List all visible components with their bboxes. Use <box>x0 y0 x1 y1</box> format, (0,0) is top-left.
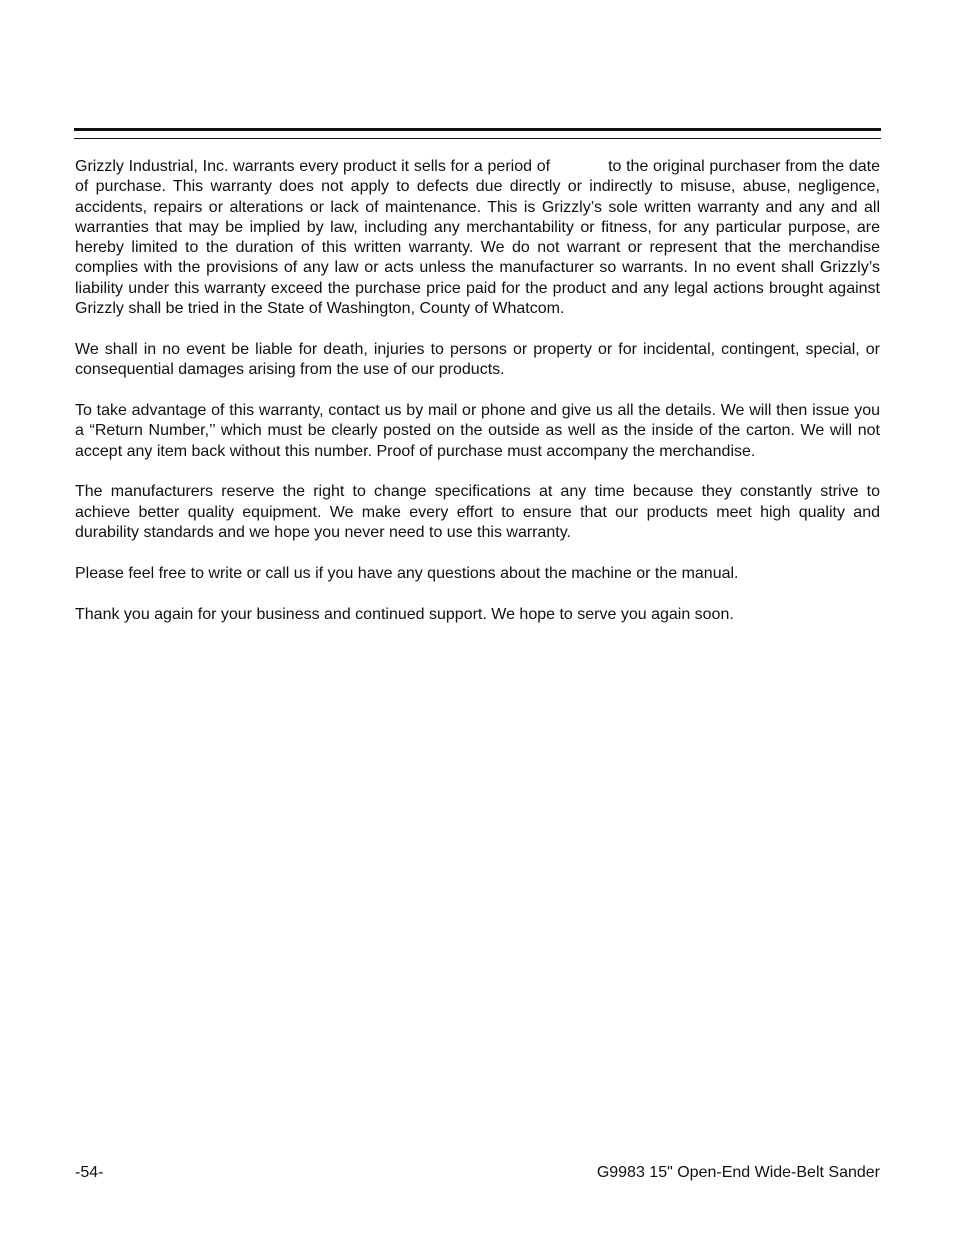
warranty-paragraph-liability: We shall in no event be liable for death, injuries to persons or property or for incidental, contingent, special, or consequential damages arising from the use of our products. <box>75 340 880 379</box>
warranty-body <box>75 157 880 645</box>
warranty-paragraph-terms <box>75 157 880 319</box>
warranty-paragraph-specifications: The manufacturers reserve the right to change specifications at any time because they constantly strive to achieve better quality equipment. We make every effort to ensure that our products meet high quality and durability standards and we hope you never need to use this warranty. <box>75 483 880 541</box>
terms-text-start: Grizzly Industrial, Inc. warrants every product it sells for a period of <box>75 158 551 175</box>
footer-product-title: G9983 15" Open-End Wide-Belt Sander <box>596 1164 880 1181</box>
header-rule-thin <box>74 138 881 139</box>
warranty-paragraph-contact: Please feel free to write or call us if you have any questions about the machine or the manual. <box>75 564 739 582</box>
warranty-paragraph-return: To take advantage of this warranty, contact us by mail or phone and give us all the details. We will then issue you a “Return Number,’’ which must be clearly posted on the outside as well as the inside of the carton. We will not accept any item back without this number. Proof of purchase must accompany the merchandise. <box>75 401 880 460</box>
warranty-paragraph-thanks: Thank you again for your business and continued support. We hope to serve you again soon. <box>75 605 734 623</box>
page-number: -54- <box>75 1164 104 1181</box>
terms-text-rest: to the original purchaser from the date of purchase. This warranty does not apply to defects due directly or indirectly to misuse, abuse, negligence, accidents, repairs or alterations or lack of maintenance. This is Grizzly’s sole written warranty and any and all warranties that may be implied by law, including any merchantability or fitness, for any particular purpose, are hereby limited to the duration of this written warranty. We do not warrant or represent that the merchandise complies with the provisions of any law or acts unless the manufacturer so warrants. In no event shall Grizzly’s liability under this warranty exceed the purchase price paid for the product and any legal actions brought against Grizzly shall be tried in the State of Washington, County of Whatcom. <box>75 158 881 318</box>
header-rule-thick <box>74 128 881 131</box>
